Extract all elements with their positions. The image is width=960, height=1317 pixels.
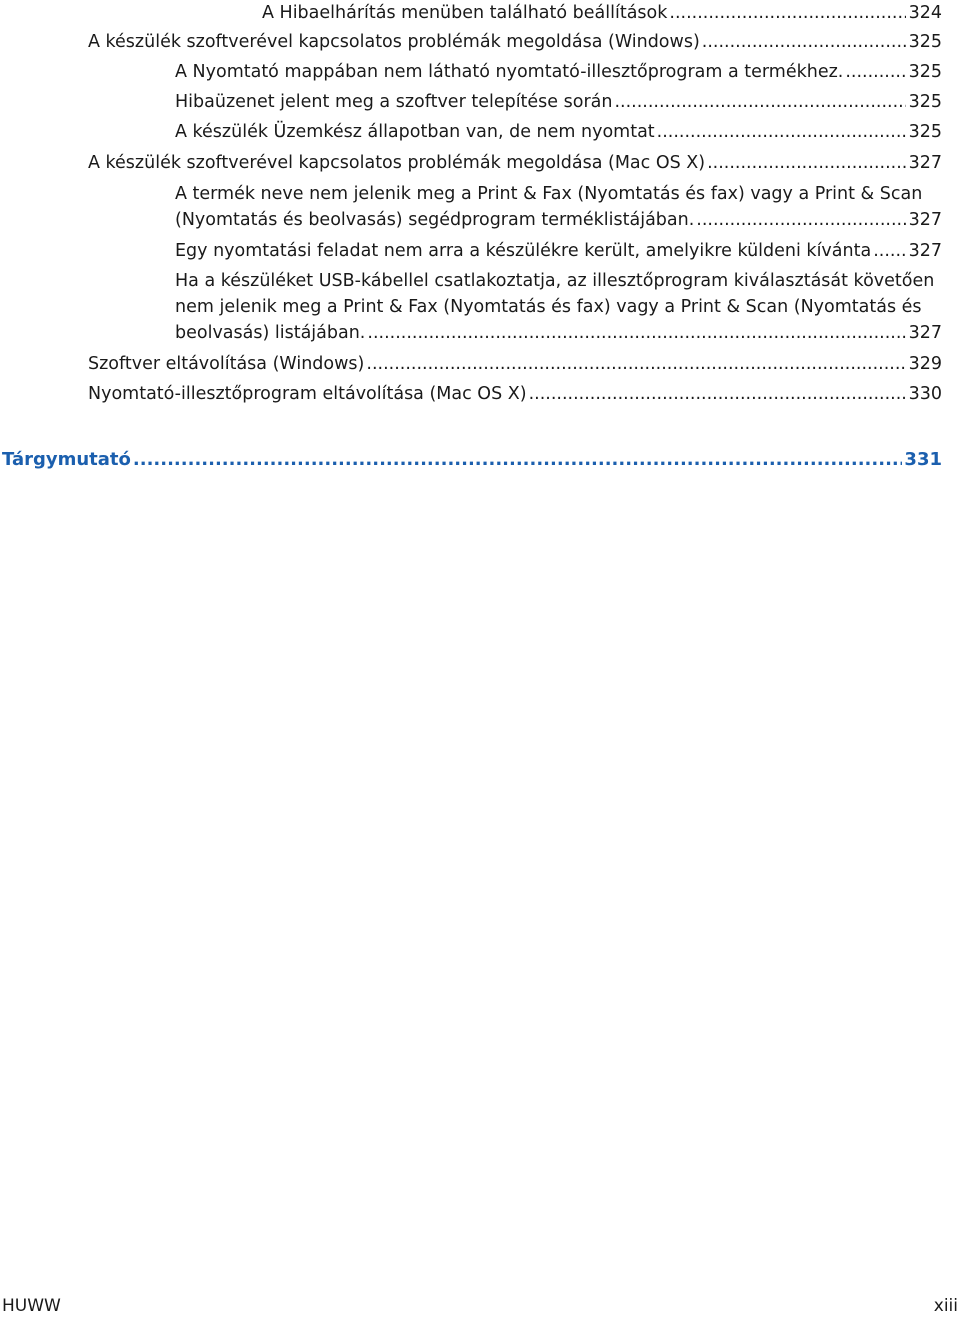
toc-entry-szoftver-eltavolitasa-windows[interactable] [88,351,942,377]
toc-entry-title: Nyomtató-illesztőprogram eltávolítása (Mac OS X) [88,384,527,404]
toc-entry-title: Szoftver eltávolítása (Windows) [88,354,365,374]
toc-page-number: 327 [908,241,942,261]
toc-entry-illesztoprogram-eltavolitasa-mac[interactable] [88,381,942,407]
toc-chapter-title: Tárgymutató [2,449,131,470]
toc-entry-title: Egy nyomtatási feladat nem arra a készülékre került, amelyikre küldeni kívánta [175,241,872,261]
toc-entry-title: beolvasás) listájában. [175,323,366,343]
toc-entry-uzemkesz-nem-nyomtat[interactable] [175,119,942,145]
footer-doc-code: HUWW [2,1296,61,1316]
toc-entry-title-line: nem jelenik meg a Print & Fax (Nyomtatás és fax) vagy a Print & Scan (Nyomtatás és [175,297,922,317]
toc-entry-title: A készülék szoftverével kapcsolatos problémák megoldása (Mac OS X) [88,153,706,173]
dot-leader [529,381,906,407]
dot-leader [707,150,906,176]
dot-leader [696,207,906,233]
dot-leader [366,351,906,377]
toc-page-number: 325 [908,32,942,52]
dot-leader [845,59,906,85]
toc-entry-szoftver-problemak-windows[interactable] [88,29,942,55]
toc-entry-nyomtatasi-feladat[interactable] [175,238,942,264]
dot-leader [133,446,903,474]
toc-entry-hibaelharitas-menu[interactable] [262,0,942,26]
toc-page-number: 324 [908,3,942,23]
toc-entry-targymutato[interactable] [2,446,942,474]
dot-leader [614,89,906,115]
toc-page-number: 329 [908,354,942,374]
toc-page-number: 327 [908,210,942,230]
toc-entry-usb-kabel[interactable] [175,268,942,346]
toc-chapter-page-number: 331 [904,449,942,470]
toc-page-number: 327 [908,323,942,343]
toc-entry-hibauzenet-telepites[interactable] [175,89,942,115]
toc-entry-szoftver-problemak-mac[interactable] [88,150,942,176]
dot-leader [669,0,906,26]
toc-page-number: 325 [908,92,942,112]
toc-entry-title-line: A termék neve nem jelenik meg a Print & Fax (Nyomtatás és fax) vagy a Print & Scan [175,184,923,204]
dot-leader [702,29,906,55]
toc-page-number: 325 [908,62,942,82]
toc-entry-title: (Nyomtatás és beolvasás) segédprogram terméklistájában. [175,210,695,230]
toc-page-number: 325 [908,122,942,142]
toc-entry-title: A készülék Üzemkész állapotban van, de nem nyomtat [175,122,655,142]
toc-entry-title: A Hibaelhárítás menüben található beállítások [262,3,668,23]
toc-entry-title: Hibaüzenet jelent meg a szoftver telepítése során [175,92,613,112]
toc-entry-termek-neve-nem-jelenik[interactable] [175,181,942,233]
toc-entry-nyomtato-mappa[interactable] [175,59,942,85]
dot-leader [657,119,906,145]
toc-entry-title: A Nyomtató mappában nem látható nyomtató-illesztőprogram a termékhez. [175,62,844,82]
dot-leader [367,320,906,346]
toc-page-number: 327 [908,153,942,173]
toc-entry-title-line: Ha a készüléket USB-kábellel csatlakoztatja, az illesztőprogram kiválasztását követően [175,271,935,291]
dot-leader [873,238,906,264]
toc-entry-title: A készülék szoftverével kapcsolatos problémák megoldása (Windows) [88,32,700,52]
toc-page-number: 330 [908,384,942,404]
footer-page-number: xiii [933,1296,958,1316]
